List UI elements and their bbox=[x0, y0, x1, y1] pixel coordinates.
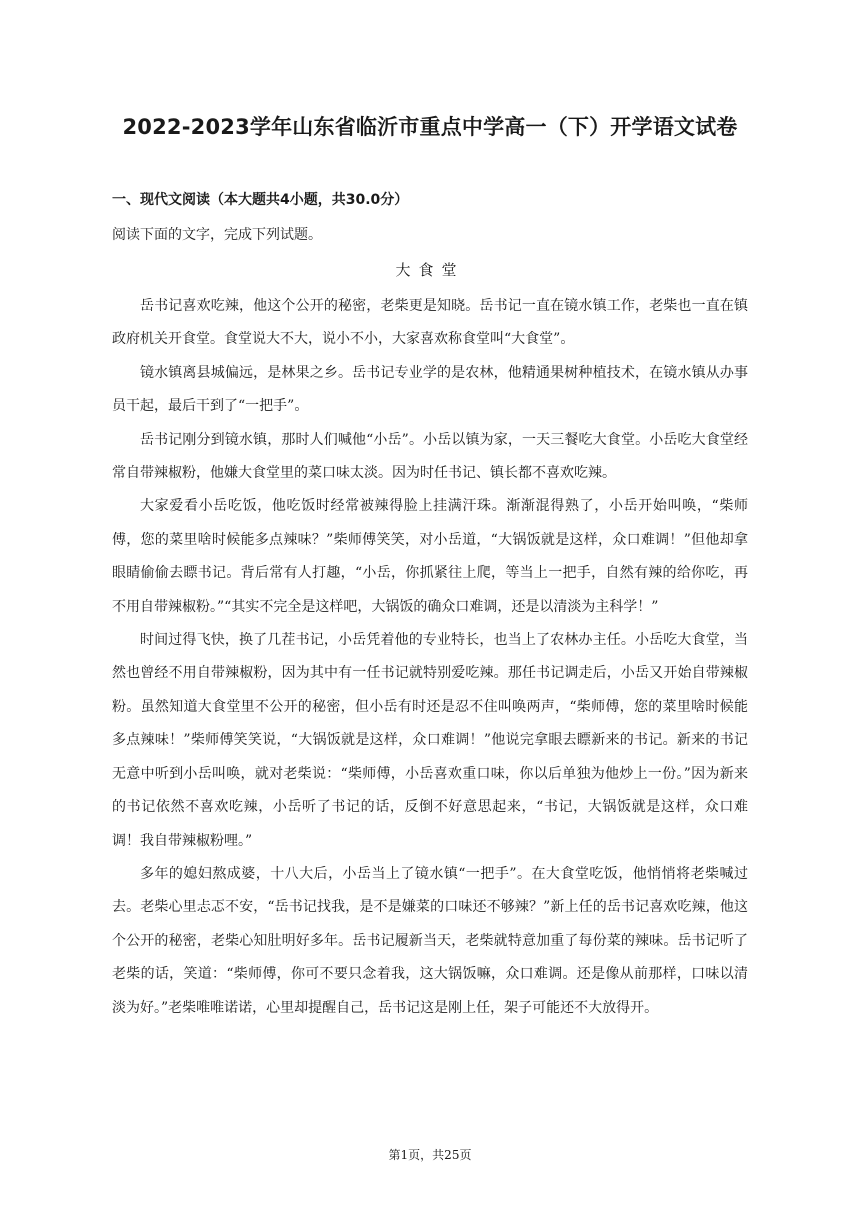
essay-paragraph: 多年的媳妇熬成婆，十八大后，小岳当上了镜水镇“一把手”。在大食堂吃饭，他悄悄将老柴喊过去。老柴心里忐忑不安，“岳书记找我，是不是嫌菜的口味还不够辣？”新上任的岳书记喜欢吃辣，他这个公开的秘密，老柴心知肚明好多年。岳书记履新当天，老柴就特意加重了每份菜的辣味。岳书记听了老柴的话，笑道：“柴师傅，你可不要只念着我，这大锅饭嘛，众口难调。还是像从前那样，口味以清淡为好。”老柴唯唯诺诺，心里却提醒自己，岳书记这是刚上任，架子可能还不大放得开。 bbox=[112, 865, 748, 1016]
section-heading: 一、现代文阅读（本大题共4小题，共30.0分） bbox=[112, 192, 409, 208]
essay-title: 大食堂 bbox=[395, 261, 465, 279]
essay-paragraph: 镜水镇离县城偏远，是林果之乡。岳书记专业学的是农林，他精通果树种植技术，在镜水镇从办事员干起，最后干到了“一把手”。 bbox=[112, 364, 748, 415]
exam-title: 2022-2023学年山东省临沂市重点中学高一（下）开学语文试卷 bbox=[122, 115, 738, 139]
reading-instruction: 阅读下面的文字，完成下列试题。 bbox=[112, 227, 322, 243]
essay-paragraph: 时间过得飞快，换了几茬书记，小岳凭着他的专业特长，也当上了农林办主任。小岳吃大食堂，当然也曾经不用自带辣椒粉，因为其中有一任书记就特别爱吃辣。那任书记调走后，小岳又开始自带辣椒粉。虽然知道大食堂里不公开的秘密，但小岳有时还是忍不住叫唤两声，“柴师傅，您的菜里啥时候能多点辣味！”柴师傅笑笑说，“大锅饭就是这样，众口难调！”他说完拿眼去瞟新来的书记。新来的书记无意中听到小岳叫唤，就对老柴说：“柴师傅，小岳喜欢重口味，你以后单独为他炒上一份。”因为新来的书记依然不喜欢吃辣，小岳听了书记的话，反倒不好意思起来，“书记，大锅饭就是这样，众口难调！我自带辣椒粉哩。” bbox=[112, 632, 748, 849]
essay-paragraph: 大家爱看小岳吃饭，他吃饭时经常被辣得脸上挂满汗珠。渐渐混得熟了，小岳开始叫唤，“柴师傅，您的菜里啥时候能多点辣味？”柴师傅笑笑，对小岳道，“大锅饭就是这样，众口难调！”但他却拿眼睛偷偷去瞟书记。背后常有人打趣，“小岳，你抓紧往上爬，等当上一把手，自然有辣的给你吃，再不用自带辣椒粉。”“其实不完全是这样吧，大锅饭的确众口难调，还是以清淡为主科学！” bbox=[112, 498, 748, 615]
essay-paragraph: 岳书记刚分到镜水镇，那时人们喊他“小岳”。小岳以镇为家，一天三餐吃大食堂。小岳吃大食堂经常自带辣椒粉，他嫌大食堂里的菜口味太淡。因为时任书记、镇长都不喜欢吃辣。 bbox=[112, 431, 748, 482]
page-footer: 第1页，共25页 bbox=[388, 1148, 472, 1162]
essay-paragraph: 岳书记喜欢吃辣，他这个公开的秘密，老柴更是知晓。岳书记一直在镜水镇工作，老柴也一直在镇政府机关开食堂。食堂说大不大，说小不小，大家喜欢称食堂叫“大食堂”。 bbox=[112, 298, 748, 348]
essay-body bbox=[112, 290, 748, 1025]
